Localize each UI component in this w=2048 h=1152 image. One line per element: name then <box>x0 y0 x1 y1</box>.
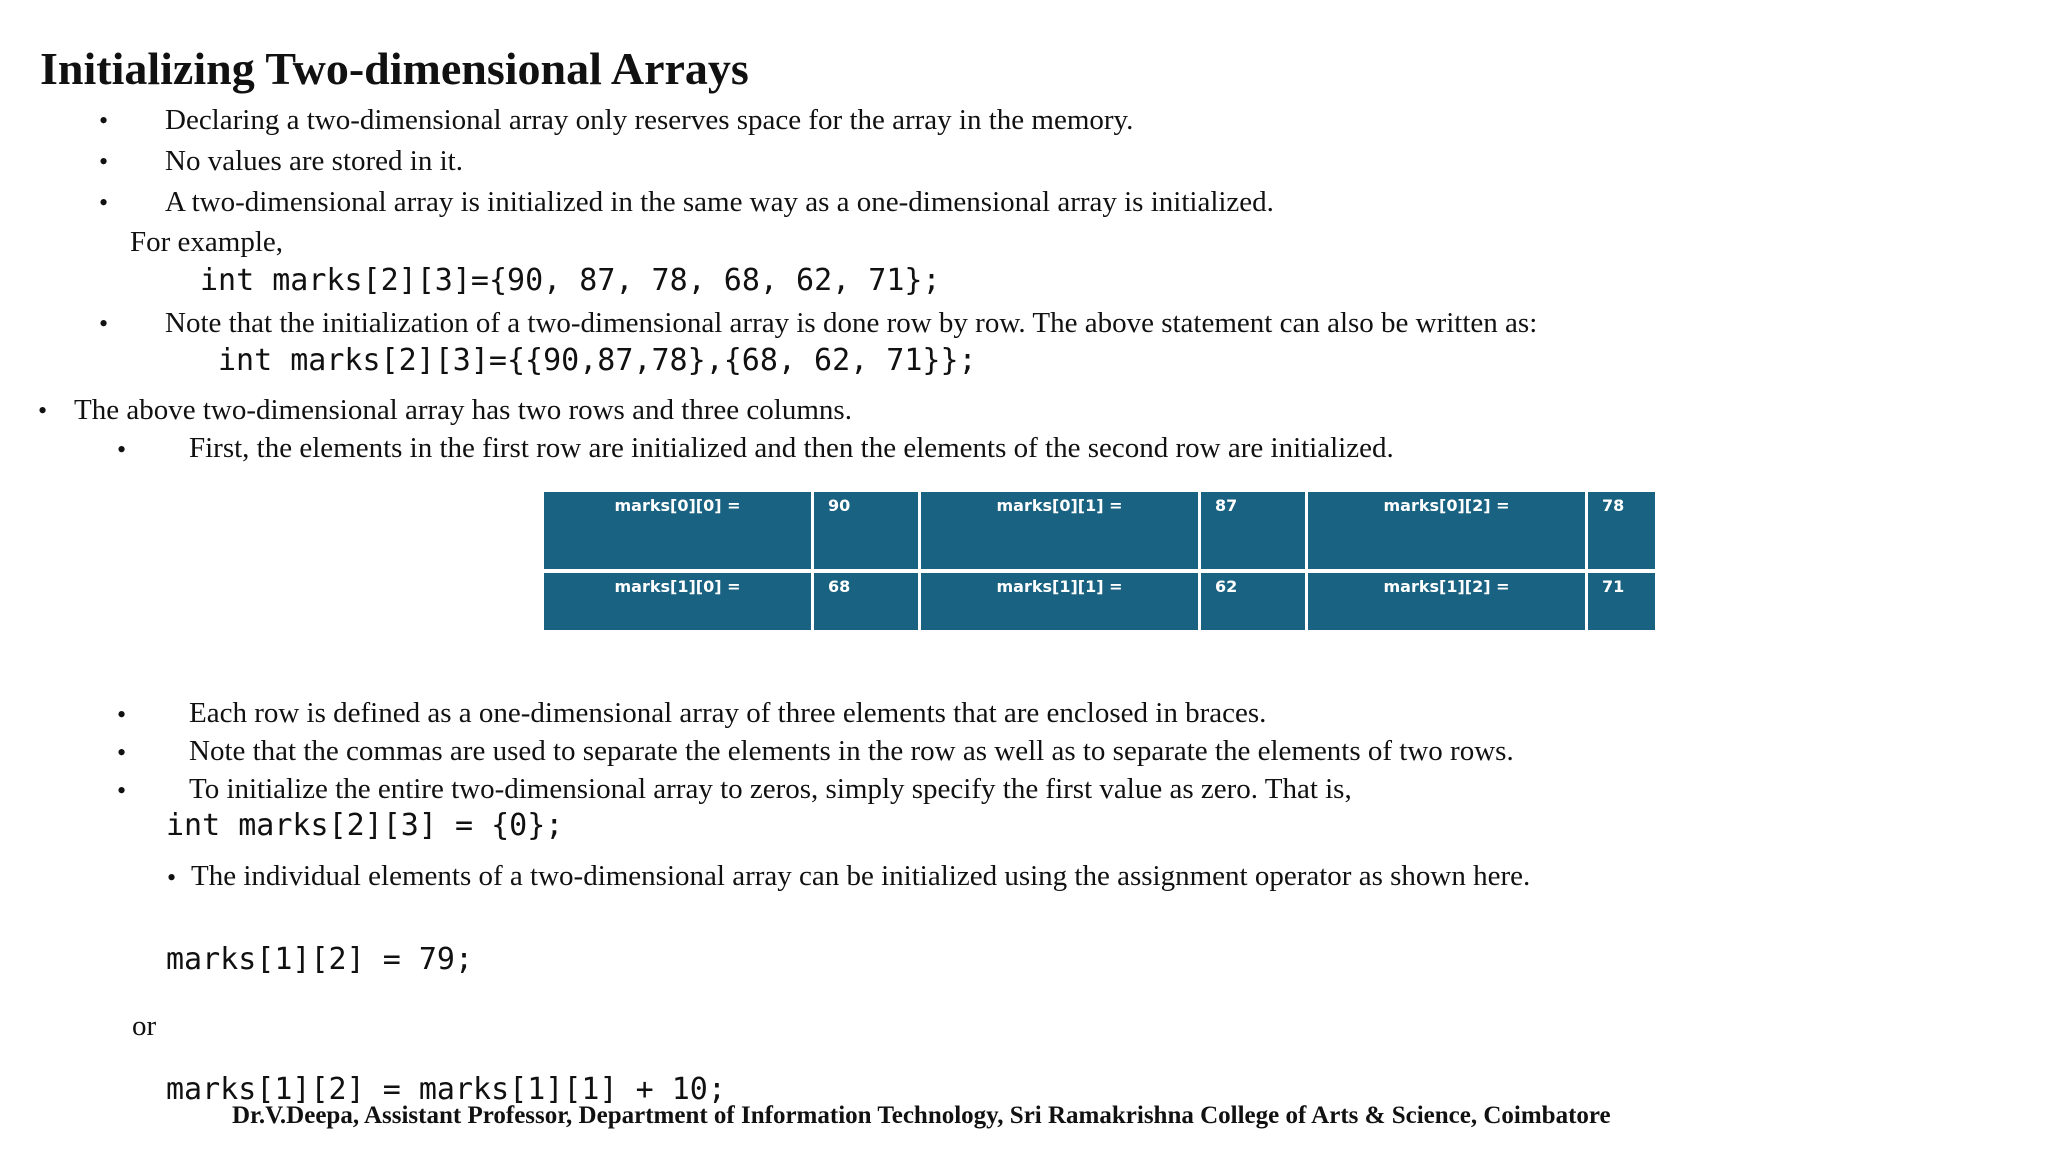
for-example-label: For example, <box>130 226 284 258</box>
bullet-marker: • <box>99 309 109 338</box>
code-assignment: marks[1][2] = 79; <box>166 942 474 977</box>
or-label: or <box>132 1010 157 1042</box>
code-zero-init: int marks[2][3] = {0}; <box>166 808 564 843</box>
table-cell: marks[1][2] = <box>1308 573 1588 630</box>
table-cell: marks[1][0] = <box>544 573 814 630</box>
table-cell: 62 <box>1201 573 1308 630</box>
table-cell: 90 <box>814 492 921 569</box>
bullet-commas: Note that the commas are used to separate the elements in the row as well as to separate the elements of two rows. <box>189 735 1514 767</box>
table-row <box>544 492 1655 569</box>
bullet-each-row: Each row is defined as a one-dimensional array of three elements that are enclosed in braces. <box>189 697 1267 729</box>
bullet-no-values: No values are stored in it. <box>165 145 463 177</box>
table-cell: marks[1][1] = <box>921 573 1201 630</box>
bullet-marker: • <box>117 776 127 805</box>
code-assignment-expression: marks[1][2] = marks[1][1] + 10; <box>166 1072 726 1107</box>
table-cell: marks[0][0] = <box>544 492 814 569</box>
bullet-marker: • <box>99 188 109 217</box>
bullet-marker: • <box>167 863 177 892</box>
table-cell: 68 <box>814 573 921 630</box>
bullet-marker: • <box>99 106 109 135</box>
array-element-table <box>544 492 1655 630</box>
bullet-marker: • <box>117 435 127 464</box>
table-cell: 78 <box>1588 492 1655 569</box>
bullet-marker: • <box>99 147 109 176</box>
table-cell: marks[0][2] = <box>1308 492 1588 569</box>
bullet-zeros: To initialize the entire two-dimensional array to zeros, simply specify the first value as zero. That is, <box>189 773 1352 805</box>
code-example-nested: int marks[2][3]={{90,87,78},{68, 62, 71}}; <box>218 343 977 378</box>
bullet-first-row: First, the elements in the first row are initialized and then the elements of the second row are initialized. <box>189 432 1394 464</box>
footer-author: Dr.V.Deepa, Assistant Professor, Department of Information Technology, Sri Ramakrishna College of Arts & Science, Coimbatore <box>232 1102 1611 1129</box>
table-cell: 71 <box>1588 573 1655 630</box>
table-cell: marks[0][1] = <box>921 492 1201 569</box>
bullet-initialized-same-way: A two-dimensional array is initialized in the same way as a one-dimensional array is initialized. <box>165 186 1274 218</box>
bullet-individual-elements: The individual elements of a two-dimensional array can be initialized using the assignment operator as shown here. <box>191 860 1531 892</box>
code-example-flat: int marks[2][3]={90, 87, 78, 68, 62, 71}; <box>200 263 941 298</box>
bullet-row-by-row: Note that the initialization of a two-dimensional array is done row by row. The above statement can also be written as: <box>165 307 1538 339</box>
bullet-marker: • <box>38 396 48 425</box>
table-row <box>544 573 1655 630</box>
bullet-marker: • <box>117 738 127 767</box>
slide-title: Initializing Two-dimensional Arrays <box>40 43 749 94</box>
table-cell: 87 <box>1201 492 1308 569</box>
bullet-declaring: Declaring a two-dimensional array only reserves space for the array in the memory. <box>165 104 1134 136</box>
bullet-marker: • <box>117 700 127 729</box>
bullet-two-rows-three-columns: The above two-dimensional array has two rows and three columns. <box>74 394 852 426</box>
